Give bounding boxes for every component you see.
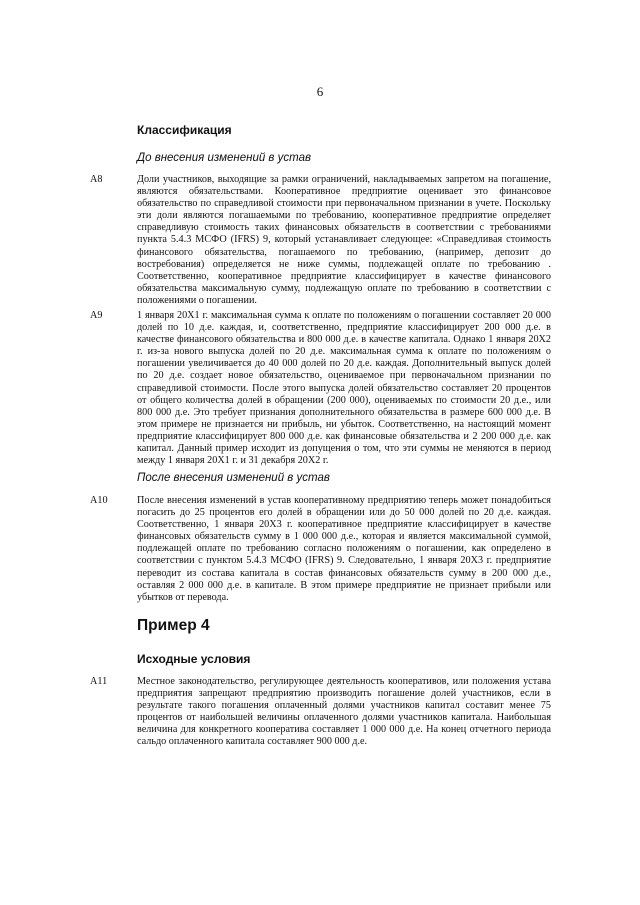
paragraph-label-a8: A8 [90,174,103,185]
heading-example-4: Пример 4 [137,617,210,634]
heading-initial-conditions: Исходные условия [137,652,251,666]
heading-classification: Классификация [137,123,232,137]
paragraph-label-a11: A11 [90,676,108,687]
paragraph-a8: Доли участников, выходящие за рамки ограничений, накладываемых запретом на погашение, являются обязательствами. Кооперативное предприятие оценивает это финансовое обязательство по справедливой стоимости при первоначальном признании в учете. Поскольку эти доли являются погашаемыми по требованию, кооперативное предприятие определяет справедливую стоимость таких финансовых обязательств в соответствии с требованиями пункта 5.4.3 МСФО (IFRS) 9, который устанавливает следующее: «Справедливая стоимость финансового обязательства, погашаемого по требованию, (например, депозит до востребования) определяется не ниже суммы, подлежащей оплате по требованию . Соответственно, кооперативное предприятие классифицирует в качестве финансового обязательства максимальную сумму, подлежащую оплате по требованию в соответствии с положениями о погашении. [137,174,551,306]
paragraph-a10: После внесения изменений в устав кооперативному предприятию теперь может понадобиться погасить до 25 процентов его долей в обращении или до 50 000 долей по 20 д.е. каждая. Соответственно, 1 января 20Х3 г. кооперативное предприятие классифицирует в качестве финансовых обязательств сумму в 1 000 000 д.е., которая и является максимальной суммой, подлежащей оплате по требованию согласно положениям о погашении, как определено в соответствии с пунктом 5.4.3 МСФО (IFRS) 9. Следовательно, 1 января 20Х3 г. предприятие переводит из состава капитала в состав финансовых обязательств сумму в 200 000 д.е., оставляя 2 000 000 д.е. в капитале. В этом примере предприятие не признает прибыли или убытков от перевода. [137,495,551,603]
paragraph-a9: 1 января 20Х1 г. максимальная сумма к оплате по положениям о погашении составляет 20 000 долей по 10 д.е. каждая, и, соответственно, предприятие классифицирует 200 000 д.е. в качестве финансового обязательства и 800 000 д.е. в качестве капитала. Однако 1 января 20Х2 г. из-за нового выпуска долей по 20 д.е. максимальная сумма к оплате по положениям о погашении увеличивается до 40 000 долей по 20 д.е. каждая. Дополнительный выпуск долей по 20 д.е. создает новое обязательство, оцениваемое при первоначальном признании по справедливой стоимости. После этого выпуска долей обязательство составляет 20 процентов от общего количества долей в обращении (200 000), оцениваемых по стоимости 20 д.е., или 800 000 д.е. Это требует признания дополнительного обязательства в размере 600 000 д.е. В этом примере не признается ни прибыль, ни убыток. Соответственно, на настоящий момент предприятие классифицирует 800 000 д.е. как финансовые обязательства и 2 200 000 д.е. как капитал. Данный пример исходит из допущения о том, что эти суммы не меняются в период между 1 января 20Х1 г. и 31 декабря 20Х2 г. [137,310,551,467]
paragraph-label-a9: A9 [90,310,103,321]
paragraph-label-a10: A10 [90,495,108,506]
heading-after-changes: После внесения изменений в устав [137,472,330,484]
paragraph-a11: Местное законодательство, регулирующее деятельность кооперативов, или положения устава предприятия запрещают предприятию производить погашение долей участников, если в результате такого погашения оплаченный долями участников капитал составит менее 75 процентов от наибольшей величины оплаченного долями участников капитала. Наибольшая величина для конкретного кооператива составляет 1 000 000 д.е. На конец отчетного периода сальдо оплаченного капитала составляет 900 000 д.е. [137,676,551,748]
page-number: 6 [316,84,324,99]
heading-before-changes: До внесения изменений в устав [137,152,311,164]
